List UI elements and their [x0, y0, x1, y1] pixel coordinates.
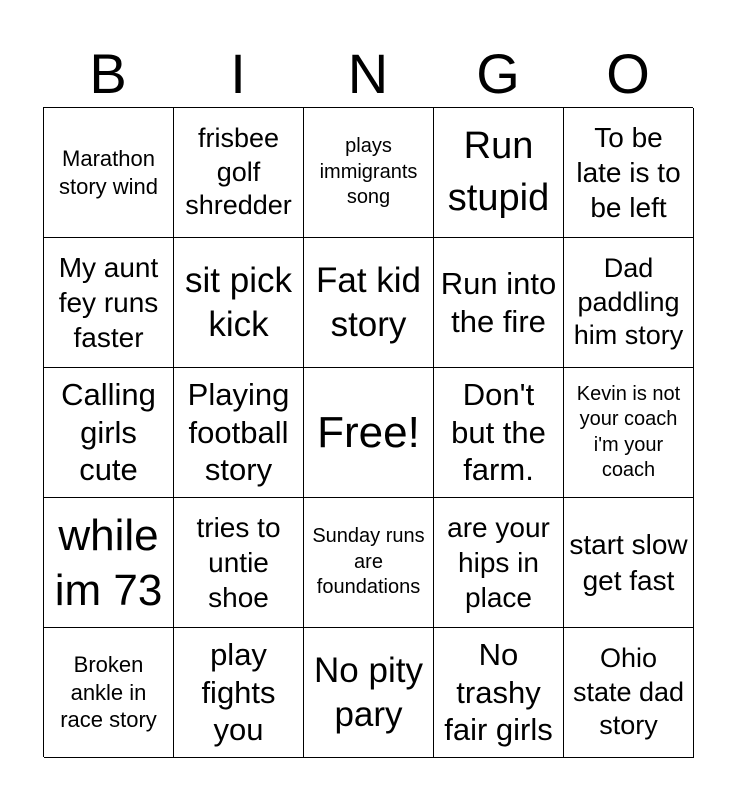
bingo-cell-r4-c4[interactable]: [564, 628, 694, 758]
cell-text: No trashy fair girls: [444, 636, 553, 748]
header-letter-g: G: [476, 42, 520, 105]
bingo-cell-r1-c2[interactable]: [304, 238, 434, 368]
cell-text: Dad paddling him story: [573, 252, 684, 351]
bingo-cell-r3-c4[interactable]: [564, 498, 694, 628]
header-letter-i: I: [230, 42, 246, 105]
cell-text: Run stupid: [447, 125, 550, 219]
header-letter-o: O: [606, 42, 650, 105]
cell-text: sit pick kick: [185, 260, 292, 344]
cell-text: Broken ankle in race story: [60, 652, 157, 733]
header-letter-n: N: [347, 42, 389, 105]
cell-text: plays immigrants song: [319, 135, 418, 209]
bingo-cell-r0-c0[interactable]: [44, 108, 174, 238]
cell-text: Sunday runs are foundations: [312, 525, 425, 599]
cell-text: Don't but the farm.: [451, 376, 546, 488]
bingo-cell-r4-c2[interactable]: [304, 628, 434, 758]
cell-text: while im 73: [54, 510, 163, 615]
cell-text: To be late is to be left: [576, 121, 681, 224]
bingo-cell-r1-c3[interactable]: [434, 238, 564, 368]
bingo-cell-r4-c3[interactable]: [434, 628, 564, 758]
cell-text: start slow get fast: [569, 529, 688, 596]
bingo-cell-r3-c2[interactable]: [304, 498, 434, 628]
cell-text: frisbee golf shredder: [185, 122, 292, 221]
bingo-cell-r4-c1[interactable]: [174, 628, 304, 758]
bingo-cell-r3-c1[interactable]: [174, 498, 304, 628]
cell-text: Run into the fire: [440, 265, 557, 339]
cell-text: Kevin is not your coach i'm your coach: [576, 382, 681, 481]
bingo-cell-r0-c2[interactable]: [304, 108, 434, 238]
cell-text: Playing football story: [187, 376, 290, 488]
bingo-cell-r2-c3[interactable]: [434, 368, 564, 498]
bingo-cell-r2-c4[interactable]: [564, 368, 694, 498]
bingo-cell-r1-c0[interactable]: [44, 238, 174, 368]
bingo-cell-r0-c4[interactable]: [564, 108, 694, 238]
cell-text: Free!: [317, 408, 420, 457]
bingo-cell-r3-c3[interactable]: [434, 498, 564, 628]
bingo-cell-r1-c4[interactable]: [564, 238, 694, 368]
bingo-board: [43, 107, 693, 757]
cell-text: tries to untie shoe: [196, 511, 281, 614]
bingo-cell-r0-c1[interactable]: [174, 108, 304, 238]
bingo-cell-r0-c3[interactable]: [434, 108, 564, 238]
cell-text: Calling girls cute: [61, 376, 156, 488]
cell-text: Ohio state dad story: [572, 642, 685, 741]
cell-text: Marathon story wind: [58, 146, 159, 199]
cell-text: are your hips in place: [447, 511, 550, 614]
bingo-cell-r2-c0[interactable]: [44, 368, 174, 498]
bingo-cell-r2-c1[interactable]: [174, 368, 304, 498]
bingo-header: [43, 40, 693, 108]
cell-text: Fat kid story: [315, 260, 422, 344]
cell-text: No pity pary: [314, 650, 423, 734]
bingo-cell-r4-c0[interactable]: [44, 628, 174, 758]
cell-text: My aunt fey runs faster: [58, 251, 159, 354]
bingo-cell-free[interactable]: [304, 368, 434, 498]
bingo-cell-r1-c1[interactable]: [174, 238, 304, 368]
bingo-cell-r3-c0[interactable]: [44, 498, 174, 628]
cell-text: play fights you: [201, 636, 276, 748]
header-letter-b: B: [89, 42, 127, 105]
